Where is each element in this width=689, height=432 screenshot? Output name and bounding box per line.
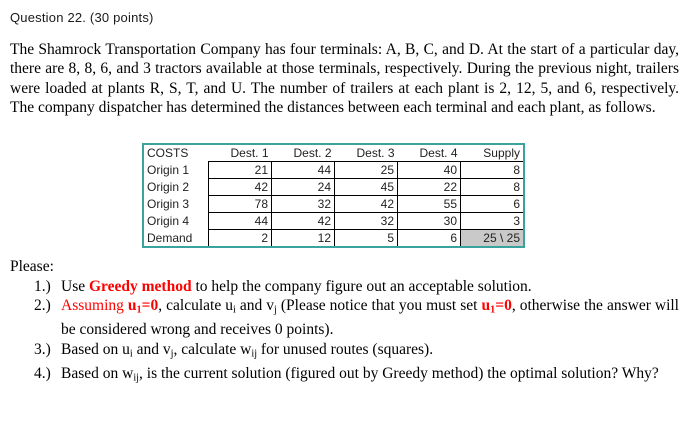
- value-cell: 25: [335, 162, 398, 179]
- task-number: 2.): [34, 297, 51, 315]
- task-text-segment: 1: [490, 304, 496, 316]
- task-text-segment: and v: [132, 341, 171, 359]
- table-header-row: [143, 144, 524, 162]
- row-label-cell: Origin 3: [147, 197, 190, 212]
- task-text: [61, 340, 679, 364]
- task-item: [34, 364, 679, 388]
- task-list: [34, 277, 679, 389]
- row-label-cell: Origin 2: [147, 180, 190, 195]
- supply-cell: 3: [461, 213, 525, 230]
- task-text-segment: ij: [133, 372, 140, 384]
- task-text-segment: j: [170, 348, 174, 360]
- task-text-segment: Greedy method: [88, 277, 192, 295]
- value-cell: 42: [272, 213, 335, 230]
- header-cell: COSTS: [147, 146, 189, 161]
- task-text-segment: u: [127, 297, 137, 315]
- task-text-segment: , otherwise the answer will be considered wrong and receives 0 points).: [61, 297, 679, 339]
- task-number: 3.): [34, 341, 51, 359]
- value-cell: 78: [209, 196, 272, 213]
- row-label-cell: Origin 4: [147, 214, 190, 229]
- task-item: [34, 277, 679, 297]
- value-cell: 32: [335, 213, 398, 230]
- task-text-segment: i: [232, 304, 236, 316]
- task-text-segment: and v: [235, 297, 275, 315]
- table-row: [143, 196, 524, 213]
- question-title: Question 22. (30 points): [10, 10, 154, 25]
- row-label-cell: Origin 1: [147, 163, 190, 178]
- row-label-cell: Demand: [147, 230, 193, 245]
- value-cell: 44: [209, 213, 272, 230]
- value-cell: 32: [272, 196, 335, 213]
- value-cell: 24: [272, 179, 335, 196]
- value-cell: 45: [335, 179, 398, 196]
- task-text: [61, 296, 679, 340]
- task-text-segment: , is the current solution (figured out by Greedy method) the optimal solution? Why?: [139, 365, 659, 383]
- table-row: [143, 230, 524, 248]
- task-text-segment: Assuming: [61, 297, 128, 315]
- supply-cell: 8: [461, 179, 525, 196]
- value-cell: 6: [398, 230, 461, 248]
- task-text-segment: j: [274, 304, 277, 316]
- value-cell: 21: [209, 162, 272, 179]
- task-text-segment: i: [129, 348, 133, 360]
- task-text-segment: , calculate u: [158, 297, 233, 315]
- value-cell: 44: [272, 162, 335, 179]
- costs-table-body: [143, 144, 524, 247]
- value-cell: 42: [335, 196, 398, 213]
- task-text-segment: (Please notice that you must set: [276, 297, 482, 315]
- header-cell: Dest. 2: [293, 146, 332, 161]
- supply-cell: 6: [461, 196, 525, 213]
- header-cell: Dest. 3: [356, 146, 395, 161]
- value-cell: 2: [209, 230, 272, 248]
- task-number: 1.): [34, 277, 51, 295]
- task-text-segment: Based on u: [61, 341, 130, 359]
- value-cell: 55: [398, 196, 461, 213]
- value-cell: 40: [398, 162, 461, 179]
- task-text-segment: Based on w: [61, 365, 134, 383]
- header-cell: Supply: [483, 146, 520, 161]
- task-text-segment: Use: [61, 277, 89, 295]
- value-cell: 30: [398, 213, 461, 230]
- task-text: [61, 277, 679, 297]
- total-cell: 25 \ 25: [461, 230, 525, 248]
- task-text-segment: =0: [141, 297, 159, 315]
- task-text: [61, 364, 679, 388]
- intro-paragraph: The Shamrock Transportation Company has four terminals: A, B, C, and D. At the start of a particular day, there are 8, 8, 6, and 3 tractors available at those terminals, respectively. During the previous night, trailers were loaded at plants R, S, T, and U. The number of trailers at each plant is 2, 12, 5, and 6, respectively. The company dispatcher has determined the distances between each terminal and each plant, as follows.: [10, 41, 679, 116]
- value-cell: 42: [209, 179, 272, 196]
- header-cell: Dest. 4: [419, 146, 458, 161]
- task-number: 4.): [34, 365, 51, 383]
- please-label: Please:: [10, 258, 54, 276]
- value-cell: 22: [398, 179, 461, 196]
- value-cell: 12: [272, 230, 335, 248]
- table-row: [143, 162, 524, 179]
- table-row: [143, 213, 524, 230]
- supply-cell: 8: [461, 162, 525, 179]
- task-text-segment: to help the company figure out an acceptable solution.: [191, 277, 532, 295]
- costs-table: [142, 143, 525, 248]
- task-item: [34, 340, 679, 364]
- task-text-segment: =0: [495, 297, 512, 315]
- table-row: [143, 179, 524, 196]
- header-cell: Dest. 1: [230, 146, 269, 161]
- task-text-segment: 1: [136, 304, 142, 316]
- task-text-segment: for unused routes (squares).: [257, 341, 434, 359]
- value-cell: 5: [335, 230, 398, 248]
- task-item: [34, 296, 679, 340]
- task-text-segment: u: [481, 297, 491, 315]
- task-text-segment: , calculate w: [173, 341, 252, 359]
- task-text-segment: ij: [251, 348, 258, 360]
